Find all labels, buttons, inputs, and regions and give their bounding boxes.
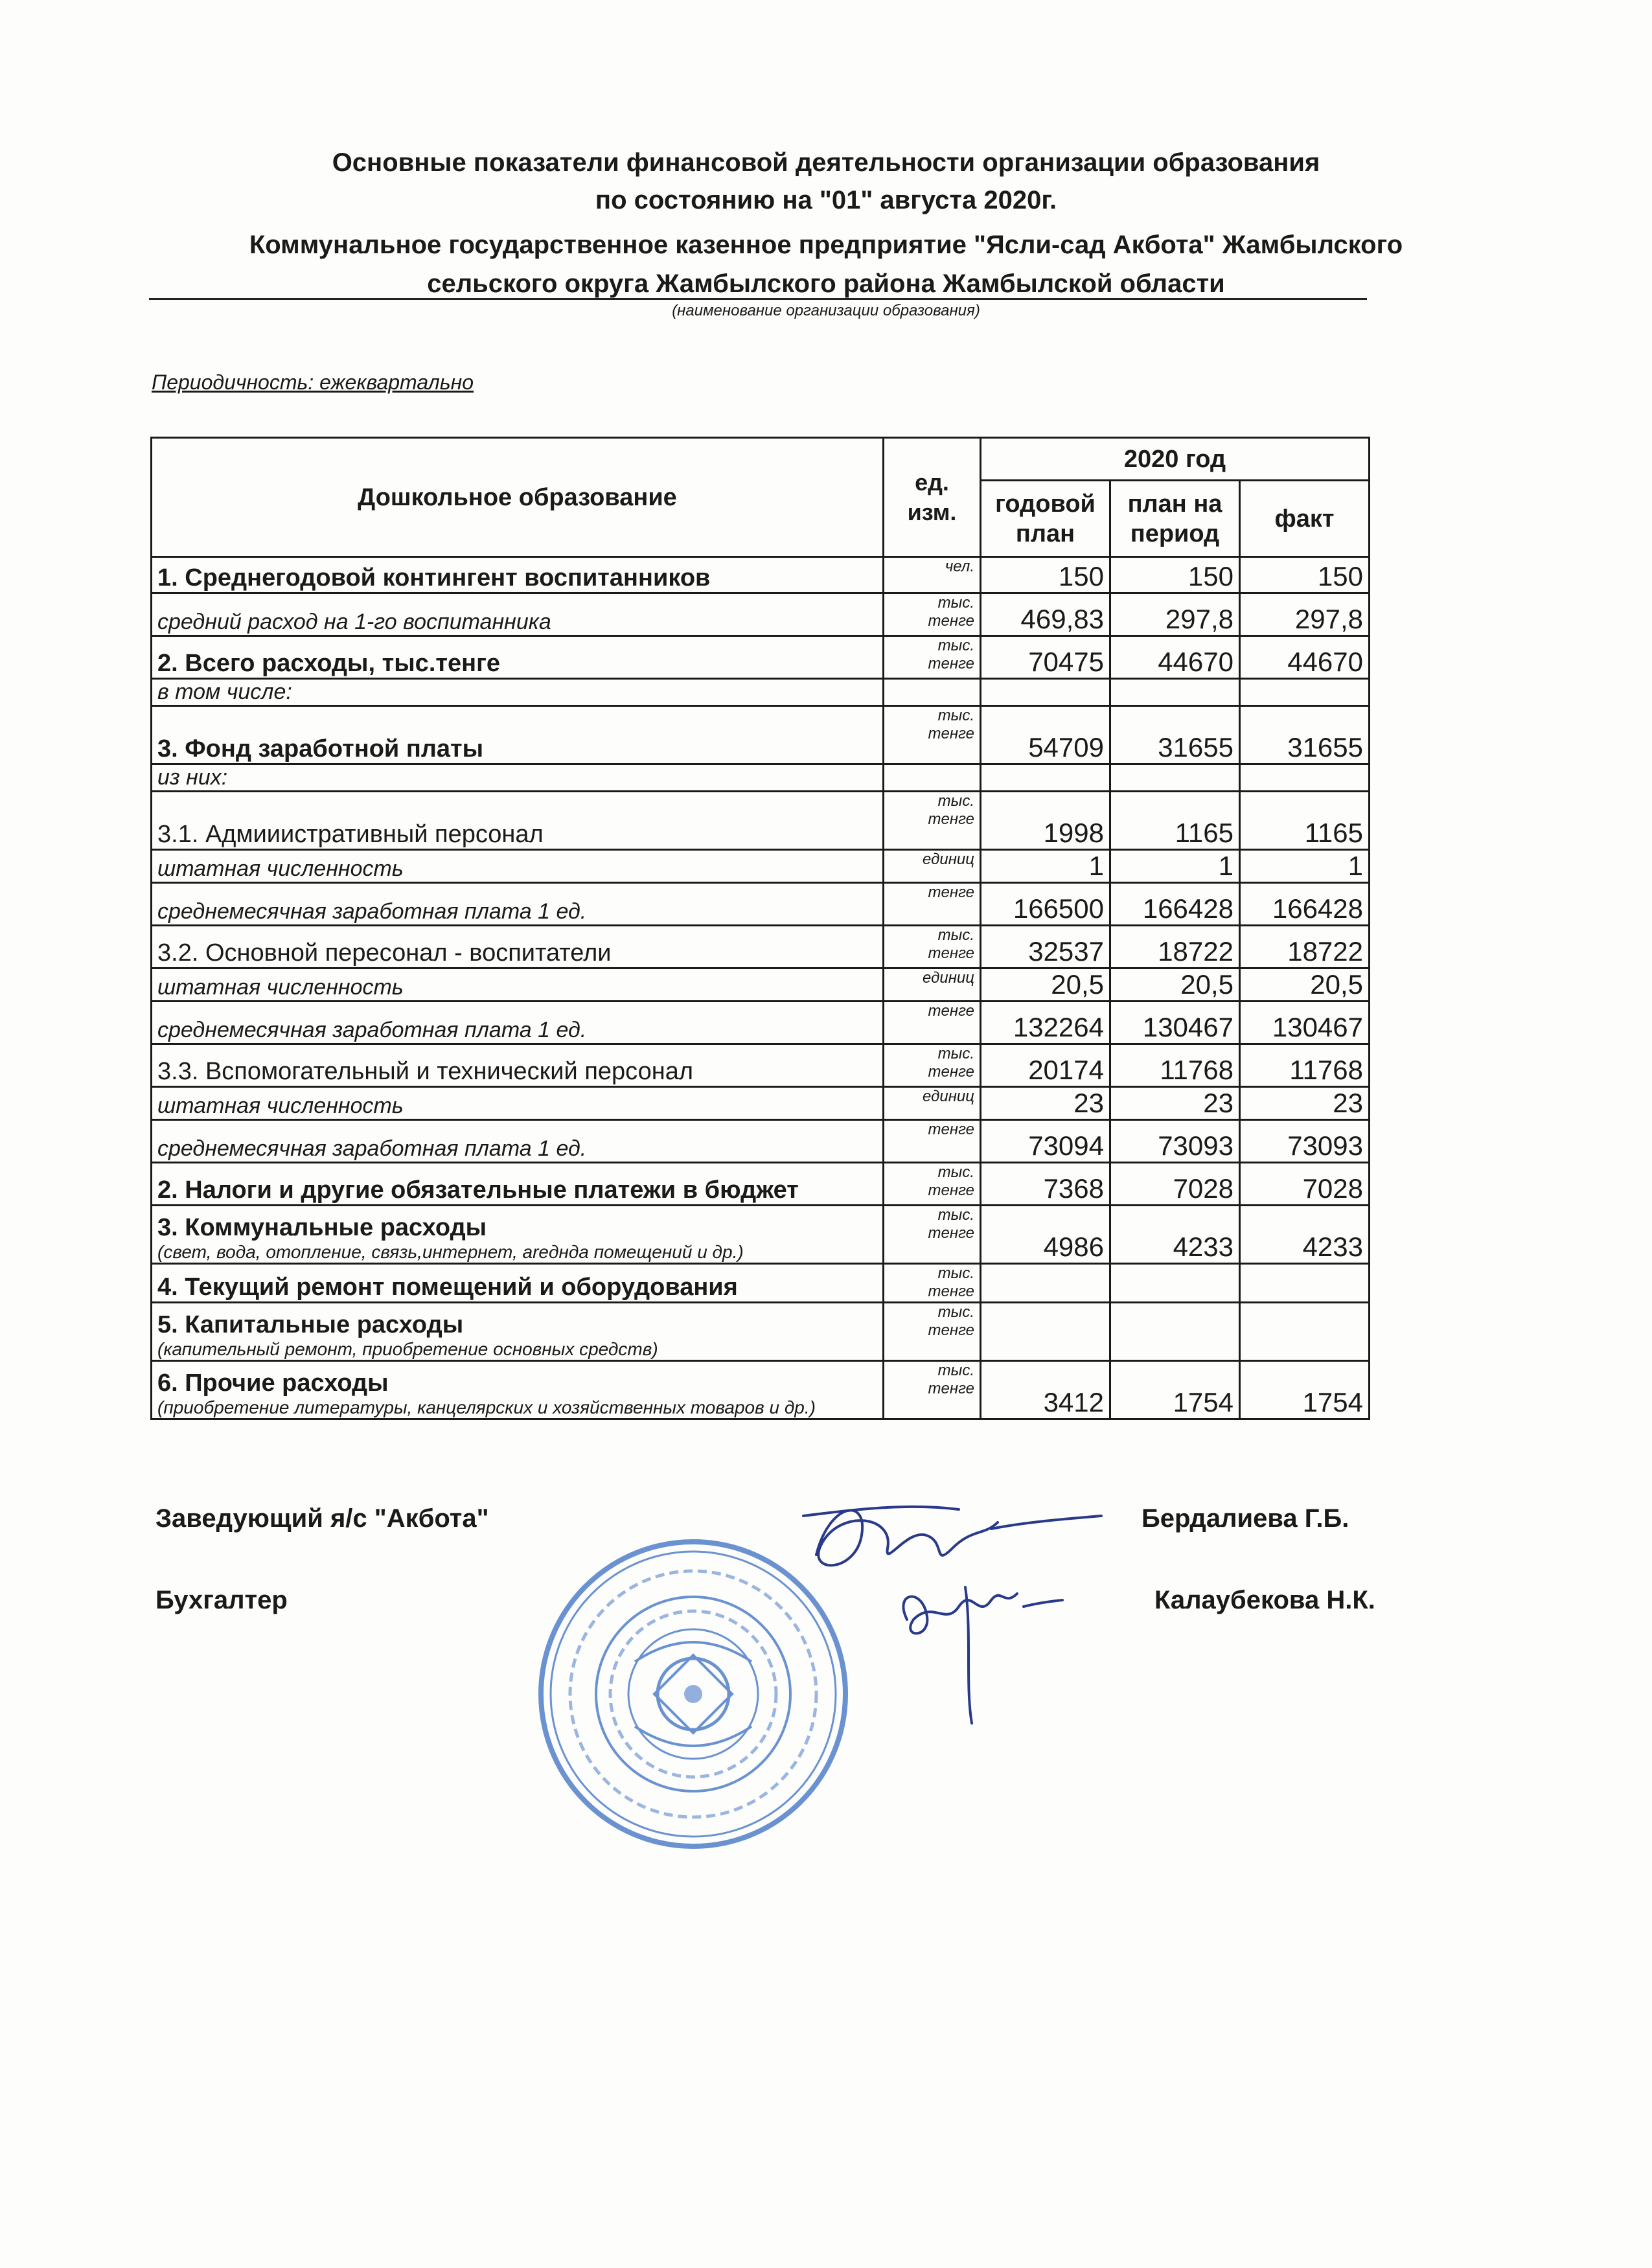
row-period-value bbox=[1110, 1264, 1240, 1303]
row-plan-value: 20,5 bbox=[981, 968, 1110, 1002]
org-line-2: сельского округа Жамбылского района Жамбылской области bbox=[427, 269, 1225, 298]
row-fact-value: 44670 bbox=[1240, 636, 1370, 679]
row-period-value: 150 bbox=[1110, 557, 1240, 593]
header-unit: ед. изм. bbox=[884, 438, 981, 557]
row-period-value: 1 bbox=[1110, 850, 1240, 883]
table-row bbox=[152, 679, 1370, 706]
header-annual-plan: годовой план bbox=[981, 481, 1110, 557]
row-fact-value: 23 bbox=[1240, 1087, 1370, 1120]
row-title: 3.3. Вспомогательный и технический персонал bbox=[157, 1058, 694, 1085]
accountant-title: Бухгалтер bbox=[155, 1586, 288, 1614]
row-period-value: 7028 bbox=[1110, 1163, 1240, 1206]
table-row bbox=[152, 557, 1370, 593]
row-unit: чел. bbox=[884, 557, 981, 593]
row-fact-value: 150 bbox=[1240, 557, 1370, 593]
row-fact-value: 11768 bbox=[1240, 1044, 1370, 1087]
row-unit: тыс. тенге bbox=[884, 926, 981, 968]
header-period-plan: план на период bbox=[1110, 481, 1240, 557]
org-caption: (наименование организации образования) bbox=[672, 302, 980, 319]
row-plan-value: 7368 bbox=[981, 1163, 1110, 1206]
row-fact-value: 20,5 bbox=[1240, 968, 1370, 1002]
row-plan-value bbox=[981, 764, 1110, 792]
row-label bbox=[152, 1044, 884, 1087]
table-row bbox=[152, 792, 1370, 850]
row-fact-value bbox=[1240, 764, 1370, 792]
head-name: Бердалиева Г.Б. bbox=[1141, 1504, 1349, 1533]
row-unit: тыс. тенге bbox=[884, 593, 981, 636]
row-period-value: 23 bbox=[1110, 1087, 1240, 1120]
table-row bbox=[152, 1002, 1370, 1044]
row-label bbox=[152, 636, 884, 679]
row-fact-value: 18722 bbox=[1240, 926, 1370, 968]
row-unit bbox=[884, 764, 981, 792]
row-fact-value: 297,8 bbox=[1240, 593, 1370, 636]
row-unit bbox=[884, 679, 981, 706]
row-title: штатная численность bbox=[157, 975, 404, 1000]
row-fact-value bbox=[1240, 1264, 1370, 1303]
table-row bbox=[152, 764, 1370, 792]
row-fact-value: 1754 bbox=[1240, 1361, 1370, 1419]
row-unit: тыс. тенге bbox=[884, 1303, 981, 1361]
row-unit: тыс. тенге bbox=[884, 1163, 981, 1206]
row-label bbox=[152, 1303, 884, 1361]
table-row bbox=[152, 636, 1370, 679]
header-fact: факт bbox=[1240, 481, 1370, 557]
row-fact-value: 130467 bbox=[1240, 1002, 1370, 1044]
row-label bbox=[152, 557, 884, 593]
row-unit: тыс. тенге bbox=[884, 1361, 981, 1419]
header-category: Дошкольное образование bbox=[152, 438, 884, 557]
row-unit: тенге bbox=[884, 1002, 981, 1044]
row-title: 2. Налоги и другие обязательные платежи в бюджет bbox=[157, 1176, 799, 1204]
row-fact-value: 31655 bbox=[1240, 706, 1370, 764]
row-plan-value: 70475 bbox=[981, 636, 1110, 679]
row-unit: тыс. тенге bbox=[884, 1044, 981, 1087]
row-plan-value: 3412 bbox=[981, 1361, 1110, 1419]
row-plan-value: 166500 bbox=[981, 883, 1110, 926]
row-label bbox=[152, 883, 884, 926]
row-title: среднемесячная заработная плата 1 ед. bbox=[157, 899, 587, 924]
row-label bbox=[152, 679, 884, 706]
row-period-value: 18722 bbox=[1110, 926, 1240, 968]
row-label bbox=[152, 1264, 884, 1303]
row-period-value: 297,8 bbox=[1110, 593, 1240, 636]
table-row bbox=[152, 1206, 1370, 1264]
row-label bbox=[152, 850, 884, 883]
row-title: штатная численность bbox=[157, 856, 404, 881]
row-period-value: 1754 bbox=[1110, 1361, 1240, 1419]
periodicity-label: Периодичность: ежеквартально bbox=[152, 371, 474, 394]
row-plan-value: 20174 bbox=[981, 1044, 1110, 1087]
row-fact-value: 7028 bbox=[1240, 1163, 1370, 1206]
row-fact-value: 166428 bbox=[1240, 883, 1370, 926]
row-title: 3. Коммунальные расходы bbox=[157, 1214, 487, 1241]
financial-table bbox=[150, 437, 1370, 1420]
row-title: 4. Текущий ремонт помещений и оборудования bbox=[157, 1274, 738, 1301]
row-title: в том числе: bbox=[157, 680, 292, 704]
table-row bbox=[152, 706, 1370, 764]
row-title: 3.2. Основной пересонал - воспитатели bbox=[157, 939, 612, 967]
row-title: 6. Прочие расходы bbox=[157, 1369, 389, 1397]
row-subtitle: (приобретение литературы, канцелярских и хозяйственных товаров и др.) bbox=[157, 1397, 816, 1417]
row-plan-value bbox=[981, 1264, 1110, 1303]
row-plan-value: 132264 bbox=[981, 1002, 1110, 1044]
table-row bbox=[152, 1120, 1370, 1163]
row-label bbox=[152, 1002, 884, 1044]
row-label bbox=[152, 1087, 884, 1120]
row-unit: тенге bbox=[884, 883, 981, 926]
row-unit: тыс. тенге bbox=[884, 1206, 981, 1264]
table-row bbox=[152, 883, 1370, 926]
row-fact-value: 1 bbox=[1240, 850, 1370, 883]
head-title: Заведующий я/с "Акбота" bbox=[155, 1504, 489, 1533]
table-row bbox=[152, 1361, 1370, 1419]
row-unit: тыс. тенге bbox=[884, 706, 981, 764]
row-plan-value: 1998 bbox=[981, 792, 1110, 850]
table-row bbox=[152, 926, 1370, 968]
row-label bbox=[152, 792, 884, 850]
row-label bbox=[152, 706, 884, 764]
row-plan-value bbox=[981, 1303, 1110, 1361]
table-body bbox=[152, 557, 1370, 1419]
row-title: 5. Капитальные расходы bbox=[157, 1311, 464, 1338]
row-label bbox=[152, 926, 884, 968]
row-label bbox=[152, 1206, 884, 1264]
accountant-name: Калаубекова Н.К. bbox=[1154, 1586, 1375, 1614]
row-title: 2. Всего расходы, тыс.тенге bbox=[157, 650, 501, 677]
row-period-value: 1165 bbox=[1110, 792, 1240, 850]
row-title: среднемесячная заработная плата 1 ед. bbox=[157, 1136, 587, 1161]
row-period-value: 73093 bbox=[1110, 1120, 1240, 1163]
title-line-1: Основные показатели финансовой деятельности организации образования bbox=[332, 148, 1320, 177]
row-label bbox=[152, 1120, 884, 1163]
row-period-value: 20,5 bbox=[1110, 968, 1240, 1002]
row-title: 3. Фонд заработной платы bbox=[157, 735, 484, 762]
row-fact-value bbox=[1240, 679, 1370, 706]
row-period-value: 166428 bbox=[1110, 883, 1240, 926]
row-plan-value: 73094 bbox=[981, 1120, 1110, 1163]
report-title bbox=[0, 144, 1652, 219]
row-unit: тыс. тенге bbox=[884, 792, 981, 850]
row-fact-value: 1165 bbox=[1240, 792, 1370, 850]
row-plan-value: 23 bbox=[981, 1087, 1110, 1120]
organization-name bbox=[0, 225, 1652, 303]
table-row bbox=[152, 1264, 1370, 1303]
org-line-1: Коммунальное государственное казенное предприятие "Ясли-сад Акбота" Жамбылского bbox=[249, 231, 1403, 259]
org-underline bbox=[149, 298, 1367, 300]
row-unit: тыс. тенге bbox=[884, 1264, 981, 1303]
row-title: штатная численность bbox=[157, 1094, 404, 1118]
table-row bbox=[152, 1087, 1370, 1120]
row-period-value: 44670 bbox=[1110, 636, 1240, 679]
row-period-value: 4233 bbox=[1110, 1206, 1240, 1264]
row-period-value bbox=[1110, 1303, 1240, 1361]
row-plan-value: 150 bbox=[981, 557, 1110, 593]
row-fact-value bbox=[1240, 1303, 1370, 1361]
row-unit: тыс. тенге bbox=[884, 636, 981, 679]
row-subtitle: (капительный ремонт, приобретение основных средсmв) bbox=[157, 1339, 658, 1359]
row-period-value: 31655 bbox=[1110, 706, 1240, 764]
row-unit: единиц bbox=[884, 968, 981, 1002]
row-title: среднемесячная заработная плата 1 ед. bbox=[157, 1018, 587, 1042]
row-plan-value: 469,83 bbox=[981, 593, 1110, 636]
row-fact-value: 73093 bbox=[1240, 1120, 1370, 1163]
row-plan-value: 4986 bbox=[981, 1206, 1110, 1264]
row-title: 3.1. Адмииистративный персонал bbox=[157, 821, 544, 848]
row-period-value bbox=[1110, 679, 1240, 706]
row-unit: единиц bbox=[884, 850, 981, 883]
header-year: 2020 год bbox=[981, 438, 1370, 481]
row-label bbox=[152, 1163, 884, 1206]
table-row bbox=[152, 1163, 1370, 1206]
handwritten-signature-icon bbox=[777, 1477, 1114, 1749]
table-row bbox=[152, 968, 1370, 1002]
row-label bbox=[152, 593, 884, 636]
row-plan-value: 32537 bbox=[981, 926, 1110, 968]
table-row bbox=[152, 1044, 1370, 1087]
row-label bbox=[152, 764, 884, 792]
row-period-value: 130467 bbox=[1110, 1002, 1240, 1044]
row-period-value bbox=[1110, 764, 1240, 792]
table-row bbox=[152, 850, 1370, 883]
row-plan-value: 1 bbox=[981, 850, 1110, 883]
row-label bbox=[152, 1361, 884, 1419]
row-period-value: 11768 bbox=[1110, 1044, 1240, 1087]
row-unit: единиц bbox=[884, 1087, 981, 1120]
row-label bbox=[152, 968, 884, 1002]
row-fact-value: 4233 bbox=[1240, 1206, 1370, 1264]
row-plan-value bbox=[981, 679, 1110, 706]
row-plan-value: 54709 bbox=[981, 706, 1110, 764]
row-title: из них: bbox=[157, 765, 228, 790]
table-row bbox=[152, 593, 1370, 636]
table-row bbox=[152, 1303, 1370, 1361]
row-unit: тенге bbox=[884, 1120, 981, 1163]
title-line-2: по состоянию на "01" августа 2020г. bbox=[595, 186, 1057, 214]
row-subtitle: (свет, вода, отопление, связь,интернет, areдндa помещений и др.) bbox=[157, 1242, 744, 1262]
row-title: средний расход на 1-го воспитанника bbox=[157, 610, 551, 634]
row-title: 1. Среднегодовой контингент воспитанников bbox=[157, 564, 711, 591]
